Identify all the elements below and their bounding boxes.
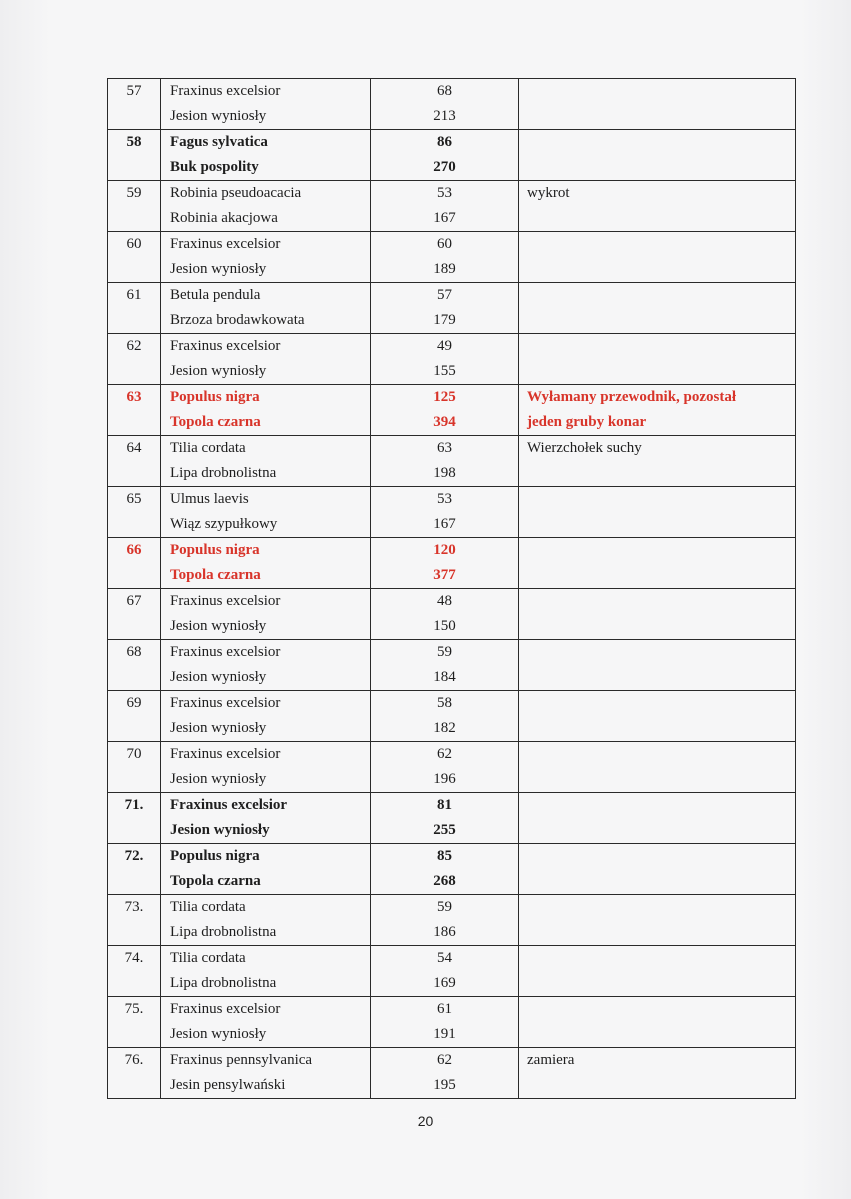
species-cell [161,436,371,487]
latin-name: Populus nigra [170,542,260,558]
latin-name: Fraxinus pennsylvanica [170,1052,313,1068]
measurement-2: 155 [433,363,456,379]
measurement-1: 125 [433,389,456,405]
polish-name: Jesion wyniosły [170,720,267,736]
measurement-cell [371,130,519,181]
latin-name: Fraxinus excelsior [170,593,281,609]
measurement-1: 59 [437,899,452,915]
polish-name: Topola czarna [170,414,261,430]
measurement-cell [371,691,519,742]
notes-cell [519,385,796,436]
measurement-1: 120 [433,542,456,558]
table-row [108,130,796,181]
table-row [108,79,796,130]
tree-number: 73. [124,899,144,915]
notes-cell [519,79,796,130]
table-row [108,997,796,1048]
tree-number-cell [108,487,161,538]
measurement-2: 186 [433,924,456,940]
notes-cell [519,997,796,1048]
tree-number-cell [108,589,161,640]
measurement-cell [371,79,519,130]
tree-number-cell [108,691,161,742]
tree-number: 59 [126,185,142,201]
measurement-cell [371,334,519,385]
tree-number: 66 [126,542,142,558]
measurement-2: 167 [433,210,456,226]
measurement-cell [371,895,519,946]
tree-number: 68 [126,644,142,660]
tree-number-cell [108,385,161,436]
polish-name: Jesion wyniosły [170,822,270,838]
latin-name: Fraxinus excelsior [170,338,281,354]
page-number: 20 [417,1113,434,1129]
tree-number-cell [108,793,161,844]
tree-number: 71. [124,797,144,813]
measurement-1: 85 [437,848,452,864]
table-row [108,691,796,742]
polish-name: Lipa drobnolistna [170,924,277,940]
notes-cell [519,232,796,283]
notes-cell [519,538,796,589]
tree-number: 72. [124,848,144,864]
notes-cell [519,793,796,844]
notes-cell [519,640,796,691]
polish-name: Jesion wyniosły [170,669,267,685]
table-row [108,436,796,487]
notes-cell [519,334,796,385]
measurement-cell [371,181,519,232]
notes-cell [519,691,796,742]
tree-number: 64 [126,440,142,456]
measurement-1: 57 [437,287,452,303]
latin-name: Fraxinus excelsior [170,644,281,660]
species-cell [161,895,371,946]
latin-name: Tilia cordata [170,440,246,456]
tree-number-cell [108,334,161,385]
table-row [108,487,796,538]
measurement-1: 48 [437,593,452,609]
latin-name: Fagus sylvatica [170,134,268,150]
measurement-2: 213 [433,108,456,124]
polish-name: Topola czarna [170,873,261,889]
measurement-1: 58 [437,695,452,711]
measurement-cell [371,538,519,589]
notes-cell [519,181,796,232]
measurement-1: 62 [437,746,452,762]
measurement-cell [371,436,519,487]
tree-number-cell [108,181,161,232]
notes-cell [519,844,796,895]
note-line-1: zamiera [527,1052,575,1068]
species-cell [161,79,371,130]
latin-name: Fraxinus excelsior [170,746,281,762]
note-line-1: Wyłamany przewodnik, pozostał [527,389,737,405]
measurement-1: 86 [437,134,452,150]
species-cell [161,487,371,538]
measurement-1: 61 [437,1001,452,1017]
polish-name: Wiąz szypułkowy [170,516,278,532]
measurement-2: 184 [433,669,456,685]
measurement-cell [371,385,519,436]
latin-name: Tilia cordata [170,899,246,915]
latin-name: Fraxinus excelsior [170,236,281,252]
measurement-2: 169 [433,975,456,991]
table-row [108,793,796,844]
tree-number: 63 [126,389,142,405]
latin-name: Ulmus laevis [170,491,249,507]
tree-number-cell [108,640,161,691]
table-row [108,232,796,283]
note-line-1: wykrot [527,185,570,201]
table-row [108,946,796,997]
measurement-cell [371,844,519,895]
tree-number: 67 [126,593,142,609]
tree-inventory-table [107,78,796,1099]
measurement-1: 62 [437,1052,452,1068]
species-cell [161,232,371,283]
notes-cell [519,589,796,640]
latin-name: Fraxinus excelsior [170,1001,281,1017]
measurement-2: 182 [433,720,456,736]
tree-number-cell [108,844,161,895]
tree-number-cell [108,997,161,1048]
polish-name: Buk pospolity [170,159,259,175]
measurement-2: 191 [433,1026,456,1042]
polish-name: Lipa drobnolistna [170,465,277,481]
measurement-2: 198 [433,465,456,481]
measurement-2: 268 [433,873,456,889]
species-cell [161,742,371,793]
measurement-cell [371,640,519,691]
measurement-1: 63 [437,440,452,456]
latin-name: Fraxinus excelsior [170,695,281,711]
species-cell [161,181,371,232]
measurement-1: 68 [437,83,452,99]
measurement-1: 49 [437,338,452,354]
measurement-cell [371,487,519,538]
tree-number: 60 [126,236,142,252]
latin-name: Fraxinus excelsior [170,83,281,99]
polish-name: Jesin pensylwański [170,1077,286,1093]
measurement-1: 53 [437,491,452,507]
tree-number: 65 [126,491,142,507]
polish-name: Topola czarna [170,567,261,583]
table-row [108,844,796,895]
polish-name: Jesion wyniosły [170,618,267,634]
species-cell [161,283,371,334]
measurement-1: 81 [437,797,452,813]
tree-number: 75. [124,1001,144,1017]
measurement-1: 59 [437,644,452,660]
measurement-2: 394 [433,414,456,430]
polish-name: Jesion wyniosły [170,108,267,124]
tree-number: 76. [124,1052,144,1068]
measurement-2: 189 [433,261,456,277]
measurement-cell [371,742,519,793]
species-cell [161,691,371,742]
measurement-cell [371,793,519,844]
table-body [108,79,796,1099]
table-row [108,895,796,946]
tree-number: 61 [126,287,142,303]
species-cell [161,1048,371,1099]
notes-cell [519,742,796,793]
table-row [108,640,796,691]
species-cell [161,538,371,589]
measurement-cell [371,232,519,283]
polish-name: Jesion wyniosły [170,771,267,787]
tree-number: 70 [126,746,142,762]
latin-name: Robinia pseudoacacia [170,185,302,201]
measurement-2: 167 [433,516,456,532]
polish-name: Jesion wyniosły [170,261,267,277]
measurement-2: 196 [433,771,456,787]
tree-number: 62 [126,338,142,354]
tree-number-cell [108,283,161,334]
note-line-1: Wierzchołek suchy [527,440,642,456]
latin-name: Fraxinus excelsior [170,797,288,813]
tree-number: 74. [124,950,144,966]
measurement-2: 150 [433,618,456,634]
species-cell [161,334,371,385]
table-row [108,385,796,436]
tree-number-cell [108,538,161,589]
measurement-2: 377 [433,567,456,583]
species-cell [161,130,371,181]
species-cell [161,589,371,640]
measurement-2: 270 [433,159,456,175]
species-cell [161,793,371,844]
latin-name: Betula pendula [170,287,261,303]
table-row [108,1048,796,1099]
notes-cell [519,436,796,487]
tree-number: 58 [126,134,142,150]
measurement-2: 255 [433,822,456,838]
polish-name: Jesion wyniosły [170,1026,267,1042]
measurement-cell [371,589,519,640]
polish-name: Brzoza brodawkowata [170,312,305,328]
tree-number-cell [108,946,161,997]
species-cell [161,844,371,895]
latin-name: Populus nigra [170,848,260,864]
species-cell [161,640,371,691]
measurement-1: 53 [437,185,452,201]
tree-number-cell [108,895,161,946]
table-row [108,283,796,334]
tree-number-cell [108,1048,161,1099]
polish-name: Lipa drobnolistna [170,975,277,991]
tree-number-cell [108,436,161,487]
species-cell [161,946,371,997]
measurement-2: 195 [433,1077,456,1093]
notes-cell [519,1048,796,1099]
tree-number-cell [108,130,161,181]
tree-number-cell [108,742,161,793]
table-row [108,742,796,793]
tree-number-cell [108,79,161,130]
latin-name: Tilia cordata [170,950,246,966]
measurement-cell [371,283,519,334]
table-row [108,589,796,640]
measurement-2: 179 [433,312,456,328]
measurement-cell [371,1048,519,1099]
notes-cell [519,946,796,997]
tree-number-cell [108,232,161,283]
note-line-2: jeden gruby konar [527,414,647,430]
table-row [108,181,796,232]
measurement-1: 54 [437,950,452,966]
notes-cell [519,487,796,538]
latin-name: Populus nigra [170,389,260,405]
notes-cell [519,130,796,181]
measurement-cell [371,997,519,1048]
species-cell [161,997,371,1048]
notes-cell [519,895,796,946]
polish-name: Jesion wyniosły [170,363,267,379]
measurement-cell [371,946,519,997]
tree-number: 69 [126,695,142,711]
notes-cell [519,283,796,334]
species-cell [161,385,371,436]
table-row [108,334,796,385]
tree-number: 57 [126,83,142,99]
polish-name: Robinia akacjowa [170,210,278,226]
table-row [108,538,796,589]
measurement-1: 60 [437,236,452,252]
